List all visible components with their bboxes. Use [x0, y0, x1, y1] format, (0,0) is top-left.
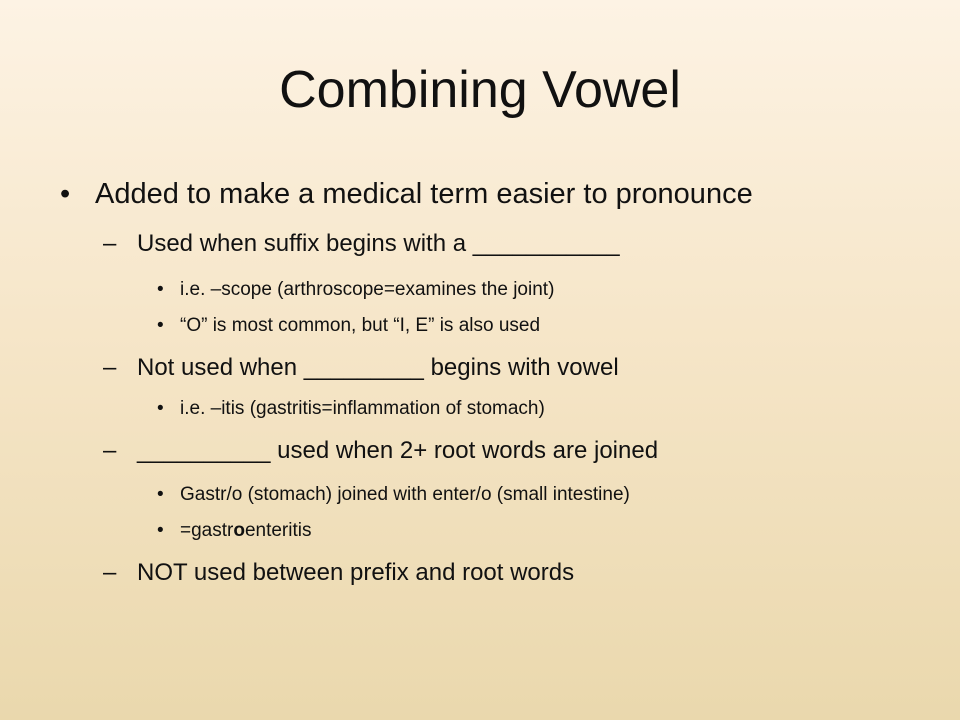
bullet-text-level2: Used when suffix begins with a ___________: [137, 230, 620, 257]
bullet-text-level3: [180, 520, 311, 542]
bullet-text-level3: “O” is most common, but “I, E” is also used: [180, 315, 541, 336]
bold-combining-vowel: o: [233, 520, 245, 541]
bullet-text-level2: Not used when _________ begins with vowel: [137, 354, 619, 381]
bullet-text-level3: i.e. –itis (gastritis=inflammation of stomach): [180, 398, 545, 419]
bullet-text-level2: __________ used when 2+ root words are joined: [137, 437, 659, 464]
bullet-text-level3: Gastr/o (stomach) joined with enter/o (small intestine): [180, 484, 630, 505]
bullet-text-level1: Added to make a medical term easier to pronounce: [95, 178, 753, 210]
bullet-dot: •: [157, 279, 164, 300]
bullet-dash: –: [103, 559, 117, 586]
bullet-dot: •: [157, 398, 164, 419]
bullet-dot: •: [60, 178, 71, 210]
bullet-dot: •: [157, 315, 164, 336]
bullet-text-level3: i.e. –scope (arthroscope=examines the joint): [180, 279, 555, 300]
bullet-dot: •: [157, 484, 164, 505]
bullet-dot: •: [157, 520, 164, 541]
text-segment: =gastr: [180, 520, 234, 541]
bullet-dash: –: [103, 354, 117, 381]
bullet-dash: –: [103, 230, 117, 257]
bullet-dash: –: [103, 437, 117, 464]
text-segment: enteritis: [244, 520, 312, 541]
slide-title: Combining Vowel: [279, 61, 681, 119]
bullet-text-level2: NOT used between prefix and root words: [137, 559, 575, 586]
